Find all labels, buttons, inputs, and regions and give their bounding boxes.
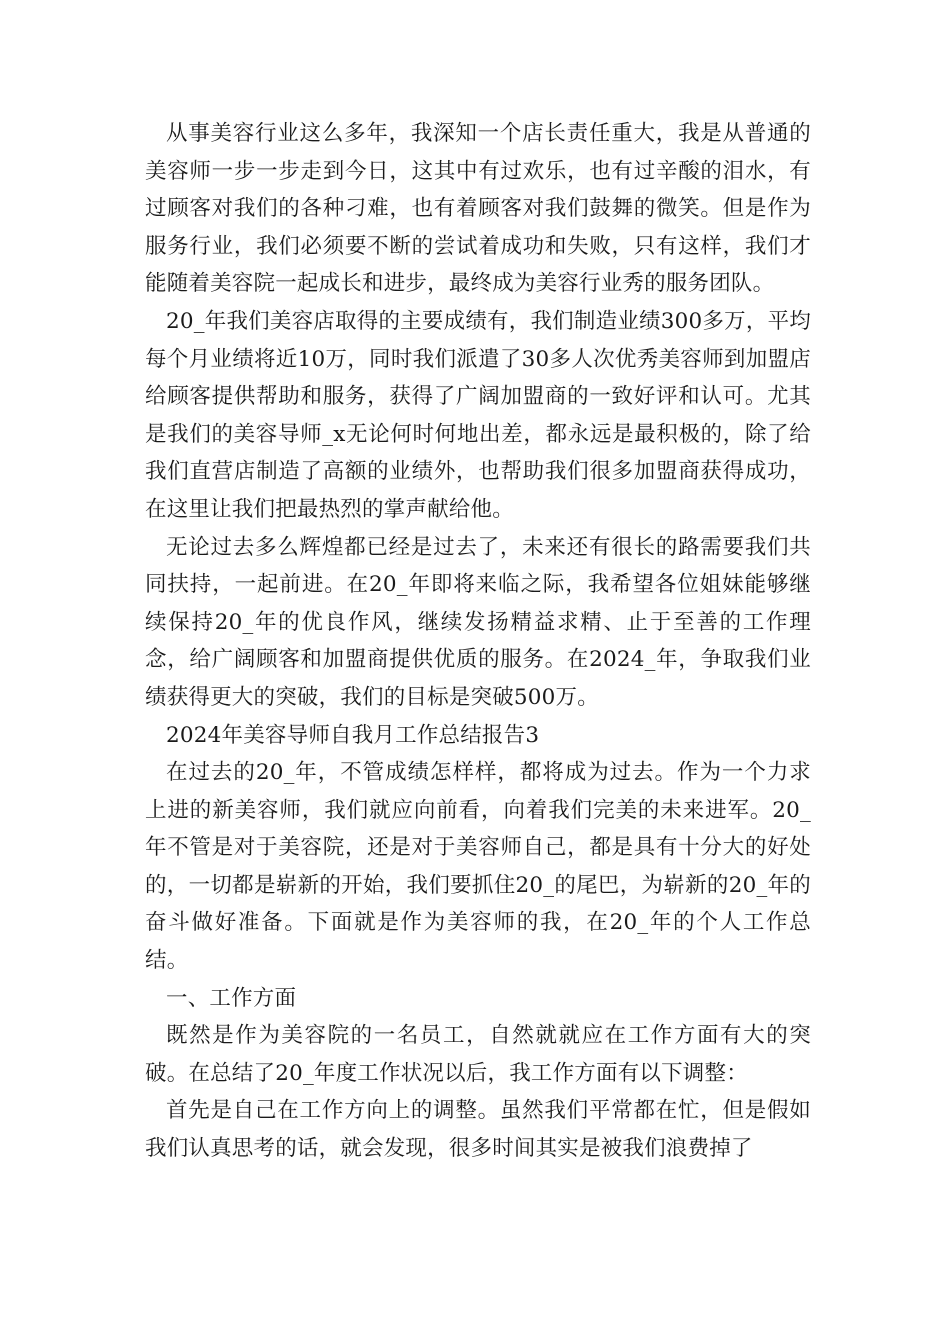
paragraph: 在过去的20_年，不管成绩怎样样，都将成为过去。作为一个力求上进的新美容师，我们就应向前看，向着我们完美的未来进军。20_年不管是对于美容院，还是对于美容师自己，都是具有十分大的好处的，一切都是崭新的开始，我们要抓住20_的尾巴，为崭新的20_年的奋斗做好准备。下面就是作为美容师的我，在20_年的个人工作总结。	[145, 760, 811, 974]
paragraph: 从事美容行业这么多年，我深知一个店长责任重大，我是从普通的美容师一步一步走到今日，这其中有过欢乐，也有过辛酸的泪水，有过顾客对我们的各种刁难，也有着顾客对我们鼓舞的微笑。但是作为服务行业，我们必须要不断的尝试着成功和失败，只有这样，我们才能随着美容院一起成长和进步，最终成为美容行业秀的服务团队。	[145, 121, 811, 297]
paragraph: 无论过去多么辉煌都已经是过去了，未来还有很长的路需要我们共同扶持，一起前进。在20_年即将来临之际，我希望各位姐妹能够继续保持20_年的优良作风，继续发扬精益求精、止于至善的工作理念，给广阔顾客和加盟商提供优质的服务。在2024_年，争取我们业绩获得更大的突破，我们的目标是突破500万。	[145, 534, 811, 710]
document-body	[145, 115, 811, 1168]
section-title: 2024年美容导师自我月工作总结报告3	[166, 722, 540, 748]
paragraph: 既然是作为美容院的一名员工，自然就就应在工作方面有大的突破。在总结了20_年度工作状况以后，我工作方面有以下调整：	[145, 1023, 811, 1086]
paragraph: 20_年我们美容店取得的主要成绩有，我们制造业绩300多万，平均每个月业绩将近10万，同时我们派遣了30多人次优秀美容师到加盟店给顾客提供帮助和服务，获得了广阔加盟商的一致好评和认可。尤其是我们的美容导师_x无论何时何地出差，都永远是最积极的，除了给我们直营店制造了高额的业绩外，也帮助我们很多加盟商获得成功，在这里让我们把最热烈的掌声献给他。	[145, 308, 811, 522]
paragraph: 首先是自己在工作方向上的调整。虽然我们平常都在忙，但是假如我们认真思考的话，就会发现，很多时间其实是被我们浪费掉了	[145, 1098, 811, 1162]
subheading: 一、工作方面	[166, 985, 297, 1011]
